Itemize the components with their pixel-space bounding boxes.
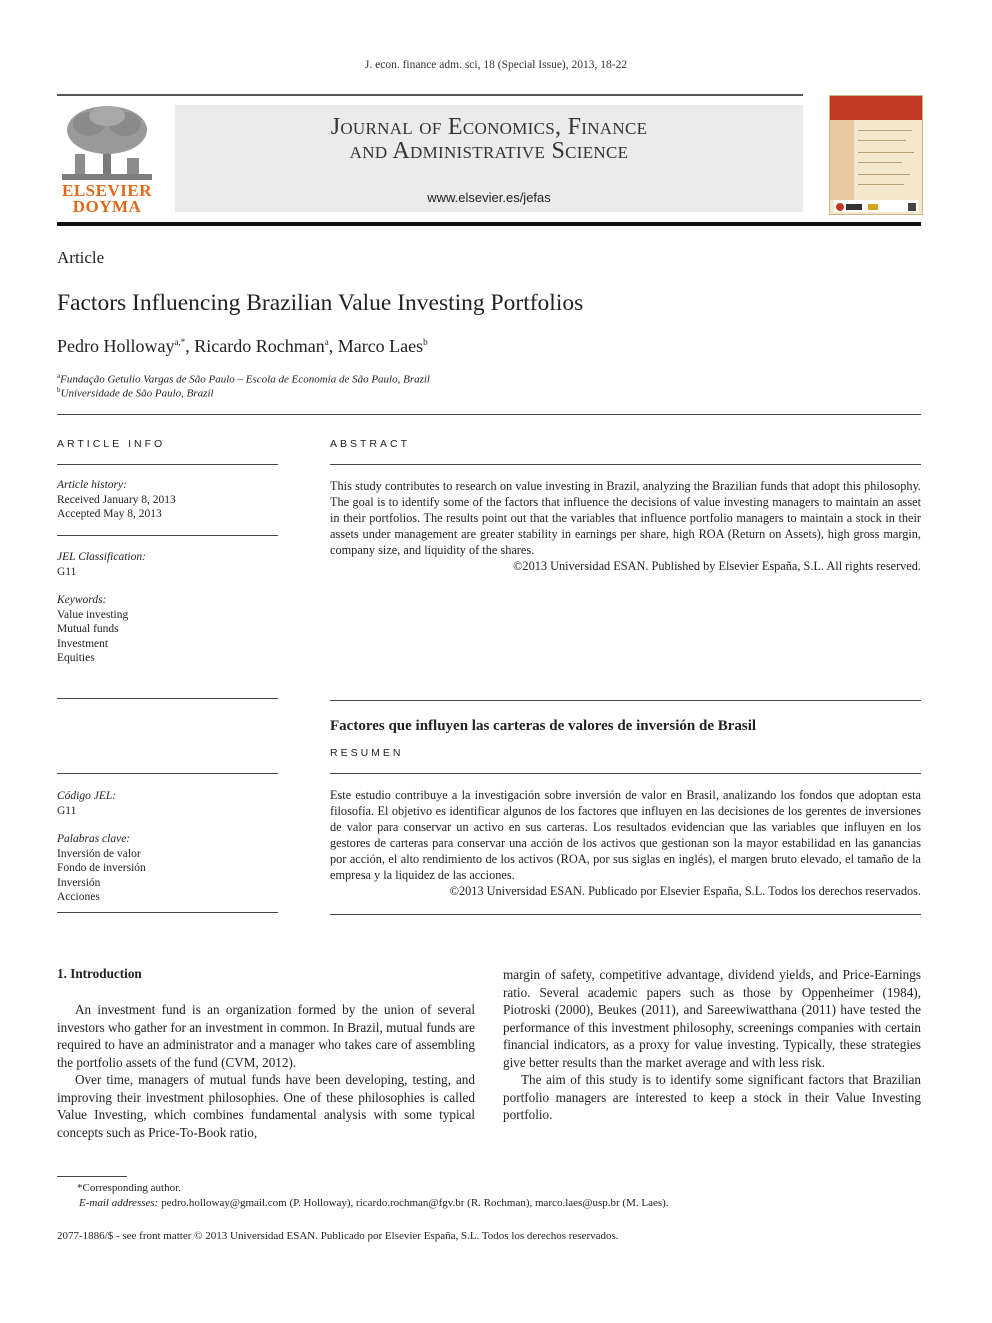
keywords: [57, 593, 278, 666]
palabra-clave: Acciones: [57, 891, 100, 903]
body-column-left: [57, 1001, 475, 1141]
palabra-clave: Inversión de valor: [57, 847, 141, 860]
jel-label: JEL Classification:: [57, 551, 146, 563]
author-name: Pedro Holloway: [57, 336, 175, 356]
palabra-clave: Inversión: [57, 876, 101, 889]
keyword: Value investing: [57, 608, 129, 621]
keyword: Mutual funds: [57, 623, 119, 635]
affiliation-mark: a: [57, 372, 61, 380]
article-info-heading: ARTICLE INFO: [57, 438, 166, 450]
cover-text-line: [858, 184, 904, 185]
cover-text-line: [858, 130, 912, 131]
resumen-body: [330, 787, 921, 899]
resumen-divider: [330, 773, 921, 774]
abstract-body: [330, 478, 921, 574]
history-label: Article history:: [57, 479, 127, 491]
body-column-right: [503, 966, 921, 1124]
received-date: Received January 8, 2013: [57, 493, 176, 506]
abstract-rights: ©2013 Universidad ESAN. Published by Elsevier España, S.L. All rights reserved.: [513, 559, 921, 573]
resumen-heading: RESUMEN: [330, 747, 404, 759]
email-label: E-mail addresses:: [79, 1197, 159, 1209]
body-paragraph: The aim of this study is to identify some significant factors that Brazilian portfolio managers are interested to keep a stock in their Value Investing portfolio.: [503, 1072, 921, 1122]
palabras-clave-label: Palabras clave:: [57, 833, 131, 845]
corresponding-author-note: *Corresponding author.: [77, 1182, 181, 1194]
section-divider: [57, 414, 921, 415]
introduction-heading: 1. Introduction: [57, 966, 142, 981]
front-matter-footer: 2077-1886/$ - see front matter © 2013 Universidad ESAN. Publicado por Elsevier España, S.L. Todos los derechos reservados.: [57, 1230, 619, 1242]
resumen-bottom-divider: [330, 914, 921, 915]
palabras-clave: [57, 832, 278, 905]
journal-title-line-1: Journal of Economics, Finance: [330, 114, 648, 140]
header-bottom-rule: [57, 222, 921, 226]
author-affiliation-mark[interactable]: a,*: [174, 337, 186, 347]
resumen-rights: ©2013 Universidad ESAN. Publicado por Elsevier España, S.L. Todos los derechos reservados.: [449, 884, 921, 898]
journal-citation: J. econ. finance adm. sci, 18 (Special Issue), 2013, 18-22: [364, 59, 628, 71]
jel-classification: [57, 550, 278, 579]
publisher-logo: [57, 104, 157, 214]
affiliation-text: Fundação Getulio Vargas de São Paulo – Escola de Economia de São Paulo, Brazil: [60, 373, 430, 386]
journal-title: [175, 115, 803, 163]
article-title: Factors Influencing Brazilian Value Investing Portfolios: [57, 290, 584, 316]
author-list: Pedro Holloway$^{a,*}$, Ricardo Rochman$^a$, Marco Laes$^b$: [57, 336, 428, 356]
affiliation-b: [57, 386, 214, 400]
accepted-date: Accepted May 8, 2013: [57, 508, 162, 520]
affiliation-a: [57, 372, 430, 386]
article-type-label: Article: [57, 248, 105, 267]
codigo-jel: [57, 789, 278, 818]
abstract-heading: ABSTRACT: [330, 438, 411, 450]
keyword: Equities: [57, 652, 95, 664]
header-top-rule: [57, 94, 803, 96]
footnotes: [57, 1181, 921, 1211]
author-name: Ricardo Rochman: [194, 336, 325, 356]
footnote-rule: [57, 1176, 127, 1177]
side-divider: [57, 535, 278, 536]
keyword: Investment: [57, 637, 109, 650]
email-list[interactable]: pedro.holloway@gmail.com (P. Holloway), ricardo.rochman@fgv.br (R. Rochman), marco.laes@usp.br (M. Laes).: [161, 1197, 669, 1209]
palabra-clave: Fondo de inversión: [57, 862, 146, 874]
author-name: Marco Laes: [337, 336, 424, 356]
author-affiliation-mark[interactable]: b: [423, 337, 428, 347]
cover-sponsor-logos: [834, 200, 918, 212]
spanish-title: Factores que influyen las carteras de valores de inversión de Brasil: [330, 718, 757, 734]
journal-banner: [175, 105, 803, 212]
side-divider: [57, 912, 278, 913]
affiliation-mark: b: [57, 386, 61, 394]
body-paragraph: margin of safety, competitive advantage, dividend yields, and Price-Earnings ratio. Several academic papers such as those by Oppenheimer (1984), Piotroski (2000), Beukes (2011), and Sareewiwatthana (2011) have tested the performance of this investment philosophy, screenings companies with certain financial indicators, as a proxy for value investing. Typically, these strategies give better results than the market average and with less risk.: [503, 967, 921, 1070]
keywords-label: Keywords:: [57, 594, 107, 606]
abstract-text: This study contributes to research on value investing in Brazil, analyzing the Brazilian funds that adopt this philosophy. The goal is to identify some of the factors that influence the decisions of value investing managers to maintain an asset in their portfolios. The results point out that the variables that influence portfolio managers to maintain a stock in their assets under management are greater stability in earnings per share, high ROA (Return on Assets), high gross margin, company size, and liquidity of the shares.: [330, 479, 921, 557]
body-paragraph: Over time, managers of mutual funds have been developing, testing, and improving their investment philosophies. One of these philosophies is called Value Investing, which combines fundamental analysis with some typical concepts such as Price-To-Book ratio,: [57, 1072, 475, 1140]
cover-side-band: [830, 120, 854, 200]
abstract-divider: [330, 464, 921, 465]
cover-text-line: [858, 174, 910, 175]
affiliation-text: Universidade de São Paulo, Brazil: [60, 387, 214, 400]
body-paragraph: An investment fund is an organization formed by the union of several investors who gather for an investment in common. In Brazil, mutual funds are required to have an administrator and a manager who takes care of assembling the portfolio assets of the fund (CVM, 2012).: [57, 1002, 475, 1070]
side-divider: [57, 773, 278, 774]
codigo-jel-label: Código JEL:: [57, 790, 117, 802]
resumen-top-divider: [330, 700, 921, 701]
logo-line-elsevier: ELSEVIER: [62, 181, 152, 200]
cover-text-line: [858, 140, 906, 141]
journal-cover-thumbnail: [829, 95, 923, 215]
email-addresses-note: [57, 1196, 921, 1211]
resumen-text: Este estudio contribuye a la investigación sobre inversión de valor en Brasil, analizando los fondos que adoptan esta filosofía. El objetivo es identificar algunos de los factores que influyen en las decisiones de los gerentes de inversiones de valor para conservar un activo en sus carteras. Los resultados evidencian que las variables que influyen en los gestores de carteras para conservar una acción de los activos que gestionan son la mayor estabilidad en las ganancias por acción, el alto rendimiento de los activos (ROA, por sus siglas en inglés), el margen bruto elevado, el tamaño de la empresa y la liquidez de las acciones.: [330, 788, 921, 882]
journal-url[interactable]: www.elsevier.es/jefas: [427, 190, 551, 205]
cover-title-band: [830, 96, 922, 120]
article-history: [57, 478, 278, 522]
logo-line-doyma: DOYMA: [72, 197, 142, 216]
cover-text-line: [858, 152, 914, 153]
side-divider: [57, 464, 278, 465]
journal-title-line-2: and Administrative Science: [349, 138, 629, 164]
elsevier-tree-icon: [57, 104, 157, 182]
codigo-jel-value: G11: [57, 804, 77, 817]
cover-text-line: [858, 162, 902, 163]
side-divider: [57, 698, 278, 699]
author-affiliation-mark[interactable]: a: [324, 337, 329, 347]
jel-value: G11: [57, 565, 77, 578]
